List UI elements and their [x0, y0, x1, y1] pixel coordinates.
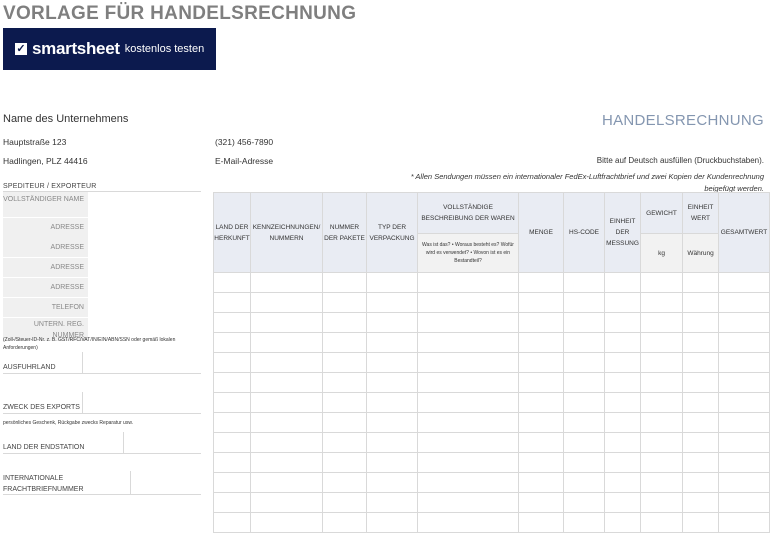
table-cell[interactable] — [214, 273, 251, 293]
table-cell[interactable] — [418, 413, 519, 433]
table-cell[interactable] — [519, 313, 564, 333]
table-cell[interactable] — [519, 473, 564, 493]
table-cell[interactable] — [641, 453, 683, 473]
table-cell[interactable] — [719, 273, 770, 293]
table-cell[interactable] — [214, 293, 251, 313]
table-cell[interactable] — [641, 473, 683, 493]
page-title: VORLAGE FÜR HANDELSRECHNUNG — [3, 3, 357, 24]
goods-table — [213, 192, 770, 533]
shipper-address-input[interactable] — [88, 238, 201, 257]
table-cell[interactable] — [519, 353, 564, 373]
company-phone: (321) 456-7890 — [215, 137, 274, 147]
table-cell[interactable] — [251, 413, 323, 433]
table-cell[interactable] — [519, 493, 564, 513]
table-cell[interactable] — [641, 353, 683, 373]
table-cell[interactable] — [323, 513, 367, 533]
logo-brand: smartsheet — [32, 39, 120, 58]
table-cell[interactable] — [251, 293, 323, 313]
table-row — [214, 373, 770, 393]
table-row — [214, 493, 770, 513]
table-row — [214, 393, 770, 413]
table-cell[interactable] — [605, 293, 641, 313]
table-cell[interactable] — [323, 313, 367, 333]
table-cell[interactable] — [323, 333, 367, 353]
table-cell[interactable] — [519, 273, 564, 293]
table-cell[interactable] — [605, 393, 641, 413]
company-city: Hadlingen, PLZ 44416 — [3, 156, 88, 166]
table-cell[interactable] — [564, 333, 605, 353]
table-cell[interactable] — [564, 493, 605, 513]
table-cell[interactable] — [251, 313, 323, 333]
table-cell[interactable] — [251, 473, 323, 493]
table-row — [214, 433, 770, 453]
table-cell[interactable] — [641, 333, 683, 353]
table-cell[interactable] — [251, 493, 323, 513]
table-cell[interactable] — [367, 273, 418, 293]
table-cell[interactable] — [251, 453, 323, 473]
table-cell[interactable] — [418, 393, 519, 413]
table-cell[interactable] — [251, 333, 323, 353]
table-cell[interactable] — [214, 513, 251, 533]
col-unit-measure: EINHEIT DER MESSUNG — [605, 193, 641, 273]
table-cell[interactable] — [683, 393, 719, 413]
company-email: E-Mail-Adresse — [215, 156, 274, 166]
shipper-field-regnum: UNTERN. REG. NUMMER — [3, 318, 201, 342]
airwaybill-field[interactable]: INTERNATIONALE FRACHTBRIEFNUMMER — [3, 471, 201, 495]
table-cell[interactable] — [605, 273, 641, 293]
table-cell[interactable] — [323, 353, 367, 373]
table-cell[interactable] — [605, 353, 641, 373]
table-cell[interactable] — [418, 373, 519, 393]
table-cell[interactable] — [519, 513, 564, 533]
table-cell[interactable] — [719, 413, 770, 433]
table-cell[interactable] — [683, 513, 719, 533]
shipper-address-input[interactable] — [88, 278, 201, 297]
table-cell[interactable] — [251, 433, 323, 453]
shipper-field-address: ADRESSE — [3, 218, 201, 238]
table-cell[interactable] — [418, 333, 519, 353]
table-cell[interactable] — [719, 313, 770, 333]
table-cell[interactable] — [367, 393, 418, 413]
table-cell[interactable] — [564, 353, 605, 373]
table-row — [214, 353, 770, 373]
table-cell[interactable] — [519, 413, 564, 433]
table-cell[interactable] — [683, 333, 719, 353]
table-cell[interactable] — [719, 353, 770, 373]
table-cell[interactable] — [214, 493, 251, 513]
table-row — [214, 313, 770, 333]
table-cell[interactable] — [719, 513, 770, 533]
table-cell[interactable] — [683, 433, 719, 453]
table-cell[interactable] — [605, 373, 641, 393]
table-cell[interactable] — [418, 433, 519, 453]
company-street: Hauptstraße 123 — [3, 137, 67, 147]
table-cell[interactable] — [719, 453, 770, 473]
table-cell[interactable] — [719, 393, 770, 413]
table-cell[interactable] — [719, 473, 770, 493]
company-name: Name des Unternehmens — [3, 113, 129, 125]
checkbox-logo-icon: ✓ — [16, 43, 26, 55]
col-quantity: MENGE — [519, 193, 564, 273]
table-cell[interactable] — [367, 373, 418, 393]
table-cell[interactable] — [641, 373, 683, 393]
table-cell[interactable] — [418, 453, 519, 473]
table-cell[interactable] — [605, 453, 641, 473]
table-cell[interactable] — [323, 293, 367, 313]
invoice-title: HANDELSRECHNUNG — [601, 112, 764, 129]
table-cell[interactable] — [605, 413, 641, 433]
table-cell[interactable] — [519, 293, 564, 313]
tax-id-note: (Zoll-/Steuer-ID-Nr. z. B. GST/RFC/VAT/IN/EIN/ABN/SSN oder gemäß lokalen Anforderungen) — [3, 337, 176, 351]
table-cell[interactable] — [605, 333, 641, 353]
col-package-type: TYP DER VERPACKUNG — [367, 193, 418, 273]
table-cell[interactable] — [519, 393, 564, 413]
table-cell[interactable] — [564, 453, 605, 473]
shipper-section-label: SPEDITEUR / EXPORTEUR — [3, 183, 97, 190]
export-country-field[interactable]: AUSFUHRLAND — [3, 352, 201, 374]
table-cell[interactable] — [418, 273, 519, 293]
col-total-value: GESAMTWERT — [719, 193, 770, 273]
table-cell[interactable] — [367, 353, 418, 373]
table-cell[interactable] — [251, 513, 323, 533]
table-cell[interactable] — [564, 293, 605, 313]
table-cell[interactable] — [683, 353, 719, 373]
table-row — [214, 293, 770, 313]
shipper-field-phone: TELEFON — [3, 298, 201, 318]
table-cell[interactable] — [683, 313, 719, 333]
table-cell[interactable] — [214, 373, 251, 393]
col-weight: GEWICHT — [641, 193, 683, 234]
table-cell[interactable] — [564, 513, 605, 533]
shipper-name-input[interactable] — [88, 192, 201, 217]
shipper-field-address: ADRESSE — [3, 258, 201, 278]
table-cell[interactable] — [214, 433, 251, 453]
table-row — [214, 513, 770, 533]
purpose-hint: persönliches Geschenk, Rückgabe zwecks Reparatur usw. — [3, 420, 134, 426]
col-unit-value: EINHEIT WERT — [683, 193, 719, 234]
table-cell[interactable] — [641, 273, 683, 293]
table-cell[interactable] — [367, 333, 418, 353]
table-cell[interactable] — [605, 493, 641, 513]
table-cell[interactable] — [641, 293, 683, 313]
table-cell[interactable] — [519, 453, 564, 473]
table-cell[interactable] — [564, 373, 605, 393]
table-cell[interactable] — [214, 313, 251, 333]
table-cell[interactable] — [367, 513, 418, 533]
table-cell[interactable] — [323, 473, 367, 493]
shipper-field-address: ADRESSE — [3, 278, 201, 298]
shipper-fields — [3, 192, 201, 342]
col-hs-code: HS-CODE — [564, 193, 605, 273]
table-cell[interactable] — [214, 333, 251, 353]
table-cell[interactable] — [564, 393, 605, 413]
table-cell[interactable] — [367, 293, 418, 313]
table-cell[interactable] — [564, 273, 605, 293]
table-cell[interactable] — [641, 393, 683, 413]
fedex-note: * Allen Sendungen müssen ein internationaler FedEx-Luftfrachtbrief und zwei Kopien der Kundenrechnung beigefügt werden. — [410, 172, 764, 193]
table-cell[interactable] — [641, 493, 683, 513]
table-cell[interactable] — [367, 313, 418, 333]
shipper-field-name: VOLLSTÄNDIGER NAME — [3, 192, 201, 218]
table-cell[interactable] — [251, 273, 323, 293]
table-row — [214, 453, 770, 473]
table-cell[interactable] — [719, 293, 770, 313]
table-cell[interactable] — [418, 313, 519, 333]
table-cell[interactable] — [564, 433, 605, 453]
table-cell[interactable] — [418, 473, 519, 493]
table-cell[interactable] — [367, 413, 418, 433]
table-cell[interactable] — [323, 433, 367, 453]
table-cell[interactable] — [641, 313, 683, 333]
table-row — [214, 473, 770, 493]
value-unit: Währung — [683, 234, 719, 273]
table-cell[interactable] — [214, 413, 251, 433]
table-cell[interactable] — [605, 433, 641, 453]
shipper-field-address: ADRESSE — [3, 238, 201, 258]
table-cell[interactable] — [323, 393, 367, 413]
table-cell[interactable] — [683, 493, 719, 513]
table-cell[interactable] — [719, 433, 770, 453]
table-cell[interactable] — [251, 373, 323, 393]
table-cell[interactable] — [367, 473, 418, 493]
table-cell[interactable] — [214, 393, 251, 413]
col-package-count: NUMMER DER PAKETE — [323, 193, 367, 273]
smartsheet-logo-button[interactable] — [3, 28, 216, 70]
table-cell[interactable] — [719, 373, 770, 393]
table-row — [214, 333, 770, 353]
table-cell[interactable] — [564, 413, 605, 433]
table-cell[interactable] — [214, 353, 251, 373]
table-row — [214, 413, 770, 433]
logo-cta: kostenlos testen — [124, 43, 205, 55]
table-cell[interactable] — [683, 293, 719, 313]
table-cell[interactable] — [605, 473, 641, 493]
table-cell[interactable] — [251, 353, 323, 373]
table-cell[interactable] — [683, 373, 719, 393]
table-cell[interactable] — [719, 333, 770, 353]
table-cell[interactable] — [564, 473, 605, 493]
description-hint: Was ist das? • Woraus besteht es? Wofür wird es verwendet? • Wovon ist es ein Bestandteil? — [418, 234, 519, 273]
table-cell[interactable] — [641, 413, 683, 433]
table-cell[interactable] — [418, 293, 519, 313]
table-cell[interactable] — [367, 433, 418, 453]
table-cell[interactable] — [214, 453, 251, 473]
table-cell[interactable] — [683, 413, 719, 433]
table-cell[interactable] — [367, 493, 418, 513]
table-cell[interactable] — [641, 513, 683, 533]
table-cell[interactable] — [251, 393, 323, 413]
language-note: Bitte auf Deutsch ausfüllen (Druckbuchstaben). — [596, 156, 764, 165]
weight-unit: kg — [641, 234, 683, 273]
table-cell[interactable] — [605, 513, 641, 533]
table-cell[interactable] — [719, 493, 770, 513]
table-row — [214, 273, 770, 293]
table-cell[interactable] — [519, 333, 564, 353]
col-origin-country: LAND DER HERKUNFT — [214, 193, 251, 273]
table-cell[interactable] — [323, 413, 367, 433]
destination-country-field[interactable]: LAND DER ENDSTATION — [3, 432, 201, 454]
table-cell[interactable] — [418, 353, 519, 373]
table-cell[interactable] — [418, 493, 519, 513]
table-cell[interactable] — [367, 453, 418, 473]
shipper-address-input[interactable] — [88, 258, 201, 277]
table-cell[interactable] — [323, 273, 367, 293]
table-cell[interactable] — [519, 373, 564, 393]
table-cell[interactable] — [641, 433, 683, 453]
table-cell[interactable] — [683, 473, 719, 493]
col-description: VOLLSTÄNDIGE BESCHREIBUNG DER WAREN — [418, 193, 519, 234]
table-cell[interactable] — [323, 493, 367, 513]
col-marks-numbers: KENNZEICHNUNGEN/ NUMMERN — [251, 193, 323, 273]
table-cell[interactable] — [323, 373, 367, 393]
table-cell[interactable] — [605, 313, 641, 333]
shipper-phone-input[interactable] — [88, 298, 201, 317]
table-cell[interactable] — [418, 513, 519, 533]
table-cell[interactable] — [323, 453, 367, 473]
table-cell[interactable] — [564, 313, 605, 333]
export-purpose-field[interactable]: ZWECK DES EXPORTS — [3, 392, 201, 414]
table-cell[interactable] — [683, 453, 719, 473]
table-cell[interactable] — [683, 273, 719, 293]
table-cell[interactable] — [214, 473, 251, 493]
table-cell[interactable] — [519, 433, 564, 453]
